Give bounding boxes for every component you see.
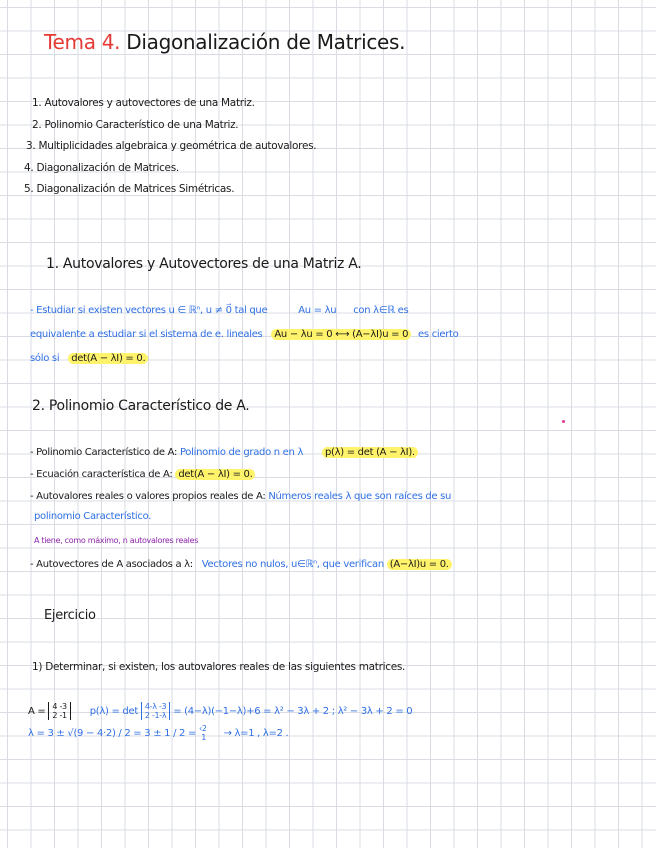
exercise-heading: Ejercicio bbox=[44, 608, 96, 623]
s1-line1-c: con λ∈ℝ es bbox=[353, 305, 409, 316]
section2-list bbox=[30, 440, 452, 578]
s2-b2-formula: det(A − λI) = 0. bbox=[175, 469, 255, 480]
title-rest: Diagonalización de Matrices. bbox=[126, 30, 406, 54]
p-label: p(λ) = det bbox=[89, 706, 138, 717]
solution-line-2 bbox=[28, 722, 412, 746]
page-title bbox=[44, 30, 405, 54]
s2-b4-label: - Autovectores de A asociados a λ: bbox=[30, 559, 193, 570]
matrix-p bbox=[141, 702, 170, 720]
toc-item: 1. Autovalores y autovectores de una Matriz. bbox=[32, 97, 255, 109]
s2-b3-text2: polinomio Característico. bbox=[34, 511, 152, 522]
s2-b3-label: - Autovalores reales o valores propios reales de A: bbox=[30, 491, 266, 502]
s2-b1-text: Polinomio de grado n en λ bbox=[179, 447, 304, 458]
solve-frac: 3 ± √(9 − 4·2) / 2 = 3 ± 1 / 2 = bbox=[47, 728, 199, 739]
section-heading-1: 1. Autovalores y Autovectores de una Matriz A. bbox=[46, 256, 362, 272]
p-expand: = (4−λ)(−1−λ)+6 = λ² − 3λ + 2 ; λ² − 3λ + 2 = 0 bbox=[173, 706, 413, 717]
toc-item: 3. Multiplicidades algebraica y geométrica de autovalores. bbox=[26, 140, 317, 152]
pen-dot bbox=[562, 420, 565, 423]
exercise-question: 1) Determinar, si existen, los autovalores reales de las siguientes matrices. bbox=[32, 661, 406, 673]
root: 1 bbox=[201, 733, 207, 742]
matrix-p-cell: -1-λ bbox=[151, 711, 167, 720]
result: → λ=1 , λ=2 . bbox=[223, 728, 289, 739]
solve-start: λ = bbox=[28, 728, 48, 739]
s2-note-text: A tiene, como máximo, n autovalores reales bbox=[34, 536, 199, 545]
s1-line3-a: sólo si bbox=[30, 353, 60, 364]
a-label: A = bbox=[28, 706, 46, 717]
s2-b4-text: Vectores no nulos, u∈ℝⁿ, que verifican bbox=[201, 559, 384, 570]
matrix-a-cell: 2 bbox=[52, 711, 58, 720]
s1-line2-c: es cierto bbox=[418, 329, 459, 340]
toc-item: 4. Diagonalización de Matrices. bbox=[24, 161, 179, 174]
s2-b1-formula: p(λ) = det (A − λI). bbox=[322, 447, 418, 458]
s1-line2-a: equivalente a estudiar si el sistema de e. lineales bbox=[30, 329, 263, 340]
matrix-a bbox=[48, 702, 70, 720]
matrix-a-cell: 4 bbox=[52, 702, 58, 711]
table-of-contents bbox=[24, 92, 316, 202]
s1-line2-b: Au − λu = 0 ⟷ (A−λI)u = 0 bbox=[271, 329, 411, 340]
toc-item: 2. Polinomio Característico de una Matriz. bbox=[32, 118, 239, 131]
solution-line-1 bbox=[28, 700, 412, 724]
s1-line1-b: Au = λu bbox=[298, 305, 337, 316]
s2-b2-label: - Ecuación característica de A: bbox=[30, 469, 173, 480]
toc-item: 5. Diagonalización de Matrices Simétricas. bbox=[24, 183, 235, 195]
root: 2 bbox=[201, 724, 207, 733]
s2-note bbox=[30, 528, 452, 554]
s2-b4-formula: (A−λI)u = 0. bbox=[387, 559, 452, 570]
exercise-solution bbox=[28, 700, 412, 746]
roots: ‹2 1 bbox=[198, 724, 207, 742]
s2-b1-label: - Polinomio Característico de A: bbox=[30, 447, 178, 458]
section1-paragraph bbox=[30, 298, 458, 372]
matrix-a-cell: -3 bbox=[59, 702, 67, 711]
s2-b3-text: Números reales λ que son raíces de su bbox=[268, 491, 452, 502]
matrix-p-cell: 4-λ bbox=[144, 702, 157, 711]
section-heading-2: 2. Polinomio Característico de A. bbox=[32, 398, 250, 414]
matrix-p-cell: -3 bbox=[158, 702, 167, 711]
matrix-p-cell: 2 bbox=[144, 711, 150, 720]
s2-bullet-4 bbox=[30, 552, 452, 578]
s1-line3-b: det(A − λI) = 0. bbox=[68, 353, 148, 364]
matrix-a-cell: -1 bbox=[59, 711, 67, 720]
title-prefix: Tema 4. bbox=[44, 30, 121, 54]
s1-line1-a: - Estudiar si existen vectores u ∈ ℝⁿ, u ≠ 0⃗ tal que bbox=[30, 305, 268, 316]
